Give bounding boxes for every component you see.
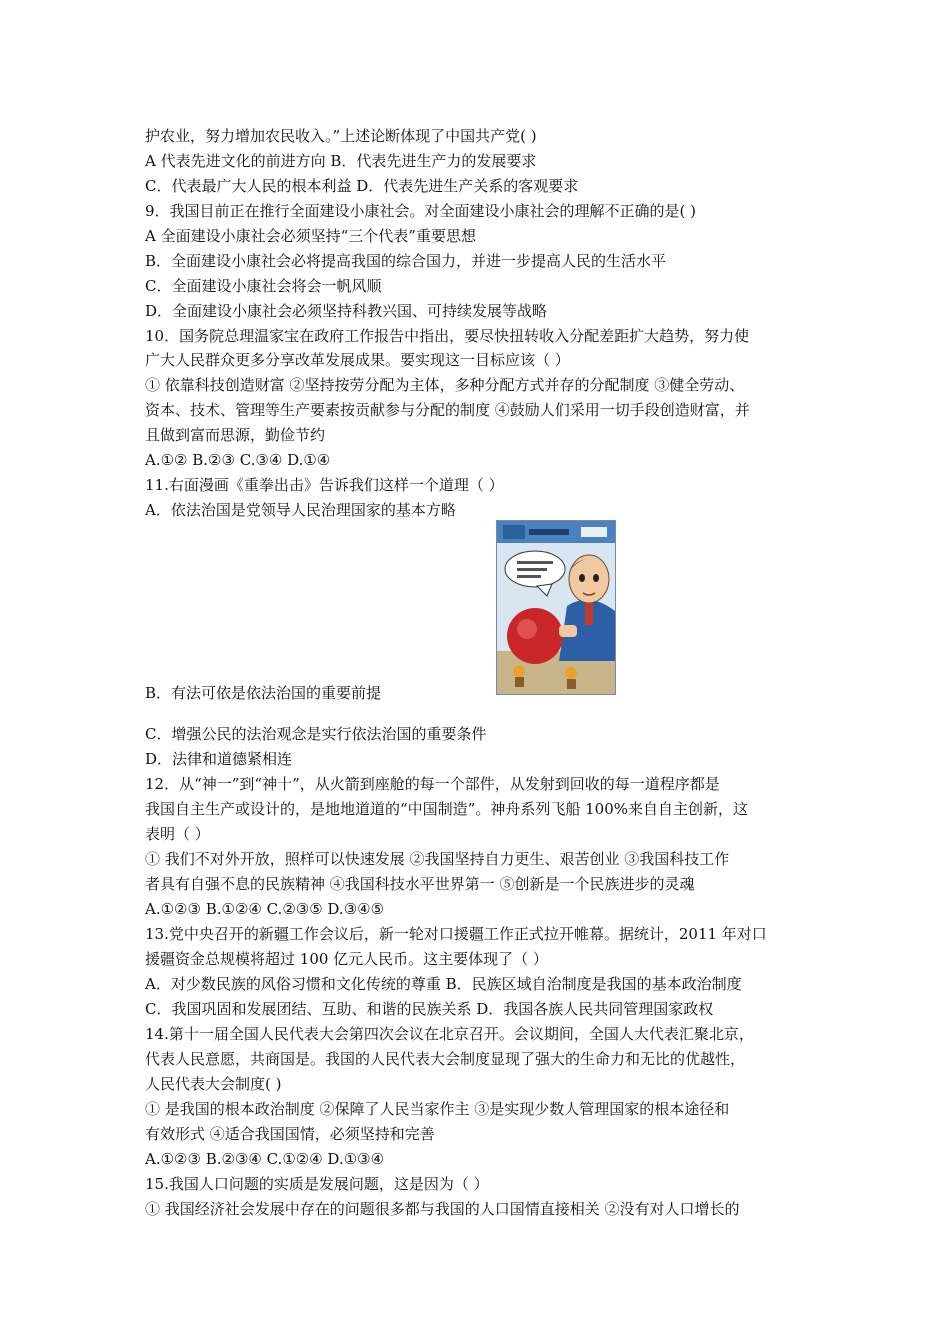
text-line: B．有法可依是依法治国的重要前提 xyxy=(145,684,382,702)
text-line: 13.党中央召开的新疆工作会议后，新一轮对口援疆工作正式拉开帷幕。据统计，2011 年对口 xyxy=(145,925,767,943)
text-line: 资本、技术、管理等生产要素按贡献参与分配的制度 ④鼓励人们采用一切手段创造财富，并 xyxy=(145,401,750,419)
text-line: 15.我国人口问题的实质是发展问题，这是因为（ ） xyxy=(145,1175,489,1193)
text-line: C．代表最广大人民的根本利益 D．代表先进生产关系的客观要求 xyxy=(145,177,579,195)
text-line: 14.第十一届全国人民代表大会第四次会议在北京召开。会议期间，全国人大代表汇聚北京， xyxy=(145,1025,754,1043)
text-line: 我国自主生产或设计的，是地地道道的“中国制造”。神舟系列飞船 100%来自自主创新，这 xyxy=(145,800,748,818)
text-line: 11.右面漫画《重拳出击》告诉我们这样一个道理（ ） xyxy=(145,476,504,494)
text-line: A．依法治国是党领导人民治理国家的基本方略 xyxy=(145,501,456,519)
text-line: 护农业，努力增加农民收入。”上述论断体现了中国共产党( ) xyxy=(145,127,537,145)
text-line: 援疆资金总规模将超过 100 亿元人民币。这主要体现了（ ） xyxy=(145,950,548,968)
text-line: 人民代表大会制度( ) xyxy=(145,1075,282,1093)
text-line: D．全面建设小康社会必须坚持科教兴国、可持续发展等战略 xyxy=(145,302,548,320)
text-line: 表明（ ） xyxy=(145,825,210,843)
text-line: B．全面建设小康社会必将提高我国的综合国力，并进一步提高人民的生活水平 xyxy=(145,252,667,270)
text-line: C．我国巩固和发展团结、互助、和谐的民族关系 D．我国各族人民共同管理国家政权 xyxy=(145,1000,714,1018)
text-line: 且做到富而思源，勤俭节约 xyxy=(145,426,326,444)
text-line: 有效形式 ④适合我国国情，必须坚持和完善 xyxy=(145,1125,435,1143)
text-line: 广大人民群众更多分享改革发展成果。要实现这一目标应该（ ） xyxy=(145,351,570,369)
text-line: 10．国务院总理温家宝在政府工作报告中指出，要尽快扭转收入分配差距扩大趋势，努力使 xyxy=(145,327,750,345)
text-line: A.①② B.②③ C.③④ D.①④ xyxy=(145,451,331,469)
text-line: A.①②③ B.①②④ C.②③⑤ D.③④⑤ xyxy=(145,900,385,918)
text-line: ① 是我国的根本政治制度 ②保障了人民当家作主 ③是实现少数人管理国家的根本途径和 xyxy=(145,1100,730,1118)
text-line: D．法律和道德紧相连 xyxy=(145,750,293,768)
text-line: C．全面建设小康社会将会一帆风顺 xyxy=(145,277,382,295)
text-line: C．增强公民的法治观念是实行依法治国的重要条件 xyxy=(145,725,487,743)
text-line: A 代表先进文化的前进方向 B．代表先进生产力的发展要求 xyxy=(145,152,537,170)
text-line: ① 依靠科技创造财富 ②坚持按劳分配为主体，多种分配方式并存的分配制度 ③健全劳动、 xyxy=(145,376,745,394)
text-line: ① 我们不对外开放，照样可以快速发展 ②我国坚持自力更生、艰苦创业 ③我国科技工作 xyxy=(145,850,730,868)
cartoon-image xyxy=(496,520,616,695)
text-line: ① 我国经济社会发展中存在的问题很多都与我国的人口国情直接相关 ②没有对人口增长的 xyxy=(145,1200,740,1218)
text-line: 9．我国目前正在推行全面建设小康社会。对全面建设小康社会的理解不正确的是( ) xyxy=(145,202,697,220)
text-line: 代表人民意愿，共商国是。我国的人民代表大会制度显现了强大的生命力和无比的优越性， xyxy=(145,1050,746,1068)
text-line: A.①②③ B.②③④ C.①②④ D.①③④ xyxy=(145,1150,385,1168)
text-line: 者具有自强不息的民族精神 ④我国科技水平世界第一 ⑤创新是一个民族进步的灵魂 xyxy=(145,875,695,893)
text-line: A．对少数民族的风俗习惯和文化传统的尊重 B．民族区域自治制度是我国的基本政治制度 xyxy=(145,975,742,993)
text-line: 12．从“神一”到“神十”，从火箭到座舱的每一个部件，从发射到回收的每一道程序都是 xyxy=(145,775,720,793)
text-line: A 全面建设小康社会必须坚持“三个代表”重要思想 xyxy=(145,227,476,245)
